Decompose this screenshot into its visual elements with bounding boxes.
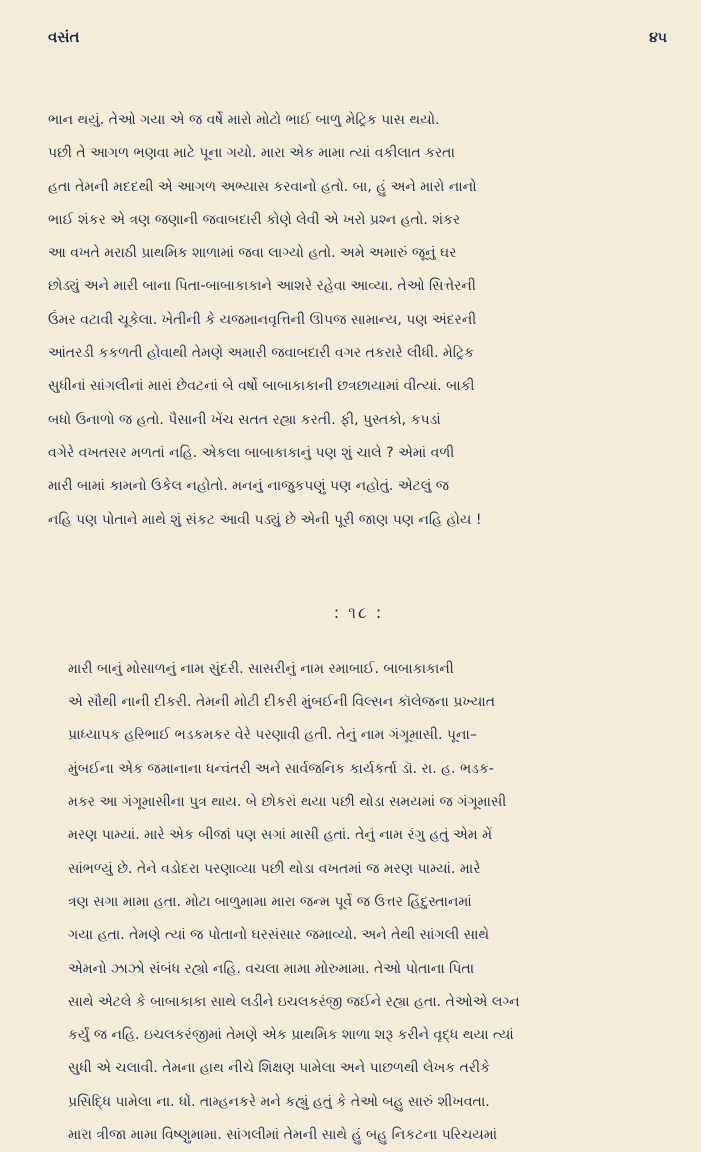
text-line: આંતરડી કકળતી હોવાથી તેમણે અમારી જવાબદારી વગર તકરારે લીધી. મેટ્રિક xyxy=(48,345,475,362)
text-line: મરણ પામ્યાં. મારે એક બીજાં પણ સગાં માસી હતાં. તેનું નામ રંગુ હતું એમ મેં xyxy=(68,827,493,844)
running-head: વસંત xyxy=(48,28,80,46)
paragraph-chapter-start xyxy=(48,653,669,1152)
text-line: છોડ્યું અને મારી બાના પિતા-બાબાકાકાને આશરે રહેવા આવ્યા. તેઓ સિત્તેરની xyxy=(48,278,476,295)
text-line: એમનો ઝાઝો સંબંધ રહ્યો નહિ. વચલા મામા મોરુમામા. તેઓ પોતાના પિતા xyxy=(68,960,475,977)
chapter-marker: : ૧૮ : xyxy=(333,602,384,622)
page-number: ૪૫ xyxy=(649,30,667,46)
text-line: ભાન થયું. તેઓ ગયા એ જ વર્ષે મારો મોટો ભાઈ બાળુ મેટ્રિક પાસ થયો. xyxy=(48,112,440,128)
text-line: પ્રસિદ્ધિ પામેલા ના. ધોં. તામ્હનકરે મને કહ્યું હતું કે તેઓ બહુ સારું શીખવતા. xyxy=(68,1093,490,1110)
text-line: મારી બામાં કામનો ઉકેલ નહોતો. મનનું નાજુકપણું પણ નહોતું. એટલું જ xyxy=(48,478,450,495)
text-line: મુંબઈના એક જમાનાના ધન્વંતરી અને સાર્વજનિક કાર્યકર્તા ડૉ. રા. હ. ભડક- xyxy=(68,760,494,777)
text-line: આ વખતે મરાઠી પ્રાથમિક શાળામાં જવા લાગ્યો હતો. અમે અમારું જૂનું ઘર xyxy=(48,245,457,262)
text-line: બધો ઉનાળો જ હતો. પૈસાની ખેંચ સતત રહ્યા કરતી. ફી, પુસ્તકો, કપડાં xyxy=(48,411,441,428)
text-line: હતા તેમની મદદથી એ આગળ અભ્યાસ કરવાનો હતો. બા, હું અને મારો નાનો xyxy=(48,178,477,195)
text-line: મારા ત્રીજા મામા વિષ્ણુમામા. સાંગલીમાં તેમની સાથે હું બહુ નિકટના પરિચયમાં xyxy=(68,1127,498,1144)
page-header xyxy=(48,28,669,68)
text-line: પ્રાધ્યાપક હરિભાઈ ભડકમકર વેરે પરણાવી હતી. તેનું નામ ગંગૂમાસી. પૂના– xyxy=(68,727,477,744)
text-line: મકર આ ગંગૂમાસીના પુત્ર થાય. બે છોકરાં થયા પછી થોડા સમયમાં જ ગંગૂમાસી xyxy=(68,794,507,811)
text-line: સુધીનાં સાંગલીનાં મારાં છેવટનાં બે વર્ષો બાબાકાકાની છત્રછાયામાં વીત્યાં. બાકી xyxy=(48,378,475,395)
text-line: મારી બાનું મોસાળનું નામ સુંદરી. સાસરીનું નામ રમાબાઈ. બાબાકાકાની xyxy=(68,660,454,677)
paragraph-continued xyxy=(48,104,669,537)
text-line: એ સૌથી નાની દીકરી. તેમની મોટી દીકરી મુંબઈની વિલ્સન કૉલેજના પ્રખ્યાત xyxy=(68,694,495,711)
text-line: ઉંમર વટાવી ચૂકેલા. ખેતીની કે યજમાનવૃત્તિની ઊપજ સામાન્ય, પણ અંદરની xyxy=(48,311,477,328)
text-line: કર્યું જ નહિ. ઇચલકરંજીમાં તેમણે એક પ્રાથમિક શાળા શરૂ કરીને વૃદ્ધ થયા ત્યાં xyxy=(68,1027,514,1044)
text-line: ત્રણ સગા મામા હતા. મોટા બાળુમામા મારા જન્મ પૂર્વે જ ઉત્તર હિંદુસ્તાનમાં xyxy=(68,893,472,910)
text-line: સુધી એ ચલાવી. તેમના હાથ નીચે શિક્ષણ પામેલા અને પાછળથી લેખક તરીકે xyxy=(68,1060,490,1077)
text-line: સાંભળ્યું છે. તેને વડોદરા પરણાવ્યા પછી થોડા વખતમાં જ મરણ પામ્યાં. મારે xyxy=(68,860,481,877)
text-line: સાથે એટલે કે બાબાકાકા સાથે લડીને ઇચલકરંજી જઈને રહ્યા હતા. તેઓએ લગ્ન xyxy=(68,993,520,1010)
text-line: ભાઈ શંકર એ ત્રણ જણાની જવાબદારી કોણે લેવી એ ખરો પ્રશ્ન હતો. શંકર xyxy=(48,211,461,228)
text-line: પછી તે આગળ ભણવા માટે પૂના ગયો. મારા એક મામા ત્યાં વકીલાત કરતા xyxy=(48,145,455,162)
text-line: ગયા હતા. તેમણે ત્યાં જ પોતાનો ઘરસંસાર જમાવ્યો. અને તેથી સાંગલી સાથે xyxy=(68,927,490,944)
text-line: નહિ પણ પોતાને માથે શું સંકટ આવી પડ્યું છે એની પૂરી જાણ પણ નહિ હોય ! xyxy=(48,511,482,528)
text-line: વગેરે વખતસર મળતાં નહિ. એકલા બાબાકાકાનું પણ શું ચાલે ? એમાં વળી xyxy=(48,444,455,461)
